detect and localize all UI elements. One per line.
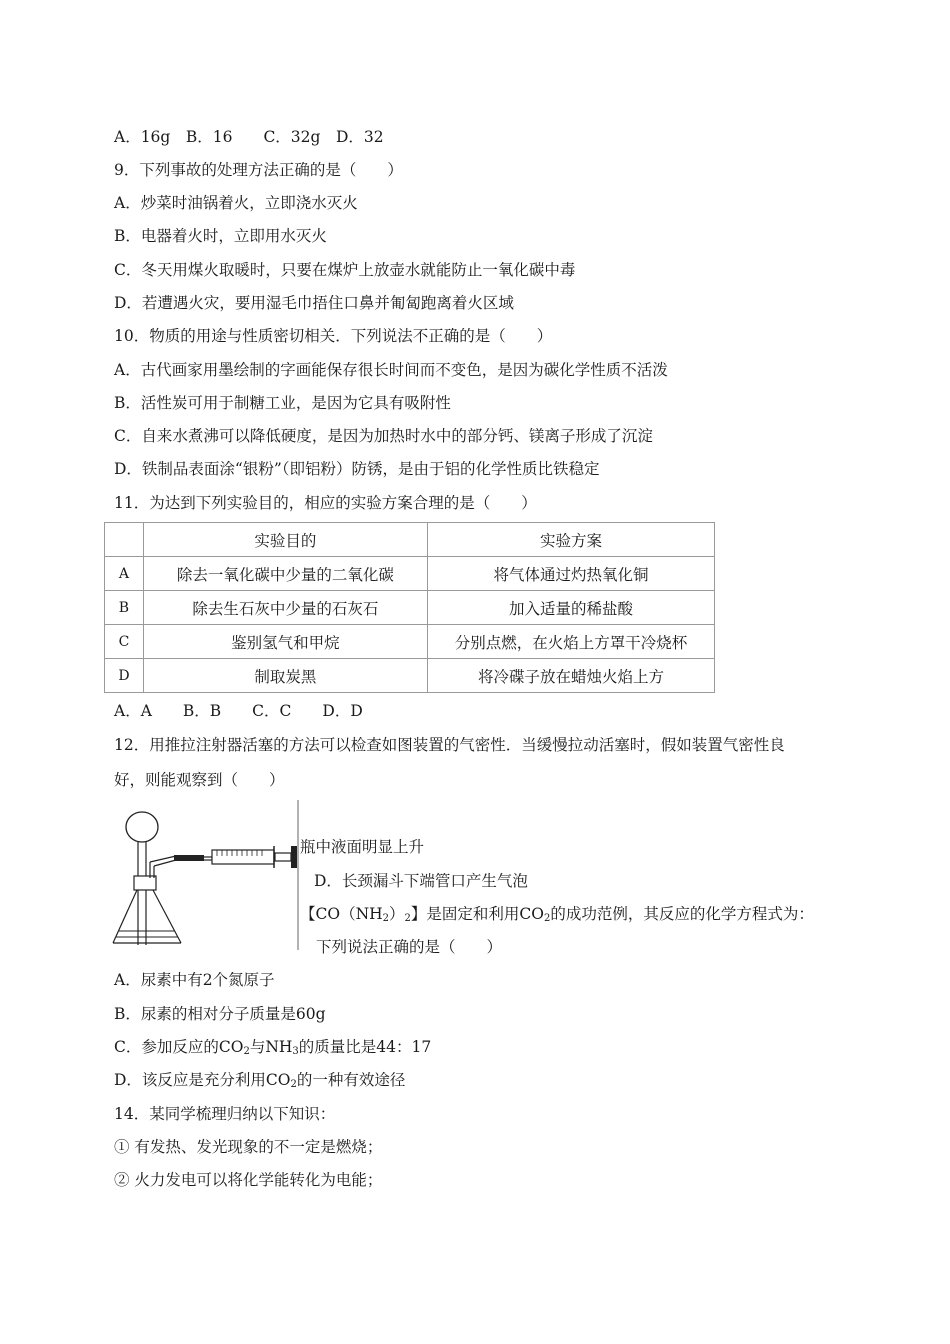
table-row bbox=[105, 591, 715, 625]
q10-option-a: A．古代画家用墨绘制的字画能保存很长时间而不变色，是因为碳化学性质不活泼 bbox=[114, 361, 668, 379]
subscript: 2 bbox=[382, 913, 390, 924]
q9-option-b: B．电器着火时，立即用水灭火 bbox=[114, 227, 327, 245]
q10-stem: 10．物质的用途与性质密切相关．下列说法不正确的是（ ） bbox=[114, 327, 553, 345]
q10-option-b: B．活性炭可用于制糖工业，是因为它具有吸附性 bbox=[114, 394, 451, 412]
q12-stem-line2: 好，则能观察到（ ） bbox=[114, 771, 285, 789]
table-cell: 除去生石灰中少量的石灰石 bbox=[143, 591, 427, 625]
table-header-cell: 实验方案 bbox=[427, 523, 714, 557]
q10-option-d: D．铁制品表面涂“银粉”（即铝粉）防锈，是由于铝的化学性质比铁稳定 bbox=[114, 460, 600, 478]
q9-stem: 9．下列事故的处理方法正确的是（ ） bbox=[114, 161, 403, 179]
table-header-row bbox=[105, 523, 715, 557]
q13-text: 与NH bbox=[249, 1038, 293, 1056]
subscript: 2 bbox=[290, 1079, 297, 1090]
q13-text: 的一种有效途径 bbox=[296, 1071, 406, 1089]
q13-question: 下列说法正确的是（ ） bbox=[316, 938, 503, 956]
q9-option-d: D．若遭遇火灾，要用湿毛巾捂住口鼻并匍匐跑离着火区域 bbox=[114, 294, 514, 312]
q14-stem: 14．某同学梳理归纳以下知识： bbox=[114, 1105, 336, 1123]
subscript: 2 bbox=[243, 1046, 250, 1057]
q12-option-c-partial: 瓶中液面明显上升 bbox=[300, 838, 425, 856]
q9-option-a: A．炒菜时油锅着火，立即浇水灭火 bbox=[114, 194, 358, 212]
q13-option-c bbox=[114, 1037, 431, 1062]
q13-text: 的成功范例，其反应的化学方程式为： bbox=[550, 905, 814, 923]
q9-option-c: C．冬天用煤火取暖时，只要在煤炉上放壶水就能防止一氧化碳中毒 bbox=[114, 261, 576, 279]
table-cell: B bbox=[105, 591, 144, 625]
table-cell: 分别点燃，在火焰上方罩干冷烧杯 bbox=[427, 625, 714, 659]
table-cell: C bbox=[105, 625, 144, 659]
table-cell: 鉴别氢气和甲烷 bbox=[143, 625, 427, 659]
apparatus-figure bbox=[104, 800, 300, 955]
q13-option-a: A．尿素中有2个氮原子 bbox=[114, 971, 275, 989]
subscript: 2 bbox=[404, 913, 411, 924]
subscript: 2 bbox=[544, 913, 551, 924]
subscript: 3 bbox=[292, 1046, 299, 1057]
table-cell: 加入适量的稀盐酸 bbox=[427, 591, 714, 625]
q11-stem: 11．为达到下列实验目的，相应的实验方案合理的是（ ） bbox=[114, 494, 537, 512]
q13-stem-partial bbox=[300, 904, 814, 929]
experiment-table bbox=[104, 522, 715, 693]
table-row bbox=[105, 625, 715, 659]
table-cell: 除去一氧化碳中少量的二氧化碳 bbox=[143, 557, 427, 591]
table-cell: 将冷碟子放在蜡烛火焰上方 bbox=[427, 659, 714, 693]
q12-stem-line1: 12．用推拉注射器活塞的方法可以检查如图装置的气密性．当缓慢拉动活塞时，假如装置气密性良 bbox=[114, 736, 785, 754]
table-row bbox=[105, 557, 715, 591]
q13-option-b: B．尿素的相对分子质量是60g bbox=[114, 1005, 326, 1023]
q13-text: 】是固定和利用CO bbox=[410, 905, 544, 923]
table-cell: A bbox=[105, 557, 144, 591]
airtightness-apparatus-diagram bbox=[104, 800, 300, 955]
q14-item-1: ① 有发热、发光现象的不一定是燃烧； bbox=[114, 1138, 383, 1156]
table-header-cell bbox=[105, 523, 144, 557]
table-cell: D bbox=[105, 659, 144, 693]
q12-option-d: D．长颈漏斗下端管口产生气泡 bbox=[314, 872, 528, 890]
q13-text: ） bbox=[389, 905, 405, 923]
q13-text: 的质量比是44：17 bbox=[298, 1038, 432, 1056]
q13-option-d bbox=[114, 1070, 405, 1095]
q14-item-2: ② 火力发电可以将化学能转化为电能； bbox=[114, 1171, 383, 1189]
table-cell: 制取炭黑 bbox=[143, 659, 427, 693]
table-cell: 将气体通过灼热氧化铜 bbox=[427, 557, 714, 591]
q13-text: C．参加反应的CO bbox=[114, 1038, 244, 1056]
table-header-cell: 实验目的 bbox=[143, 523, 427, 557]
q11-options: A．A B．B C．C D．D bbox=[114, 702, 363, 720]
table-row bbox=[105, 659, 715, 693]
q13-text: D．该反应是充分利用CO bbox=[114, 1071, 291, 1089]
q8-options: A．16g B．16 C．32g D．32 bbox=[114, 128, 384, 146]
q10-option-c: C．自来水煮沸可以降低硬度，是因为加热时水中的部分钙、镁离子形成了沉淀 bbox=[114, 427, 653, 445]
q13-text: 【CO（NH bbox=[300, 905, 383, 923]
